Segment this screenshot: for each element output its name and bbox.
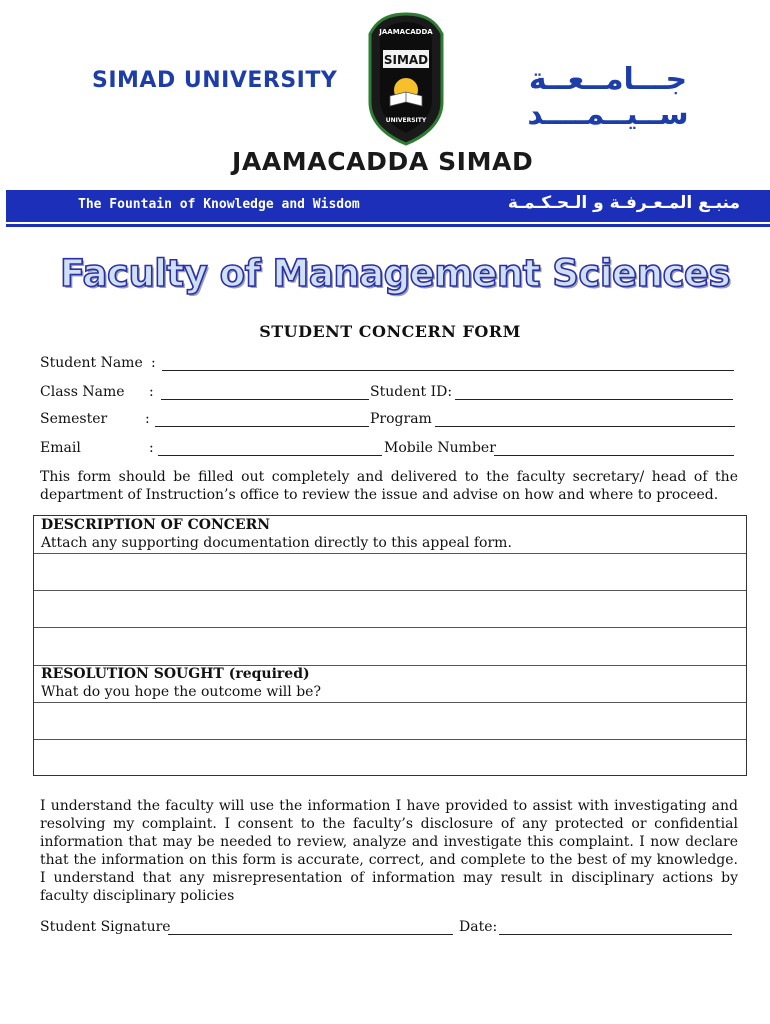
- concern-heading: DESCRIPTION OF CONCERN: [41, 517, 270, 533]
- email-label: Email: [40, 440, 81, 456]
- university-name-ar: جـــامــعــة ســيــمــــد: [527, 62, 689, 132]
- motto-band-underline: [6, 224, 770, 227]
- logo-center-text: SIMAD: [383, 53, 429, 67]
- student-id-label: Student ID:: [370, 384, 453, 400]
- date-field[interactable]: [499, 920, 732, 935]
- email-field[interactable]: [158, 441, 382, 456]
- motto-en: The Fountain of Knowledge and Wisdom: [78, 197, 360, 212]
- resolution-heading: RESOLUTION SOUGHT (required): [41, 666, 310, 682]
- program-label: Program: [370, 411, 432, 427]
- class-name-field[interactable]: [161, 385, 369, 400]
- student-name-field[interactable]: [162, 356, 734, 371]
- student-signature-label: Student Signature: [40, 919, 171, 935]
- concern-box: [33, 515, 747, 776]
- motto-ar: منبـع المـعـرفـة و الـحـكـمـة: [507, 193, 740, 213]
- student-name-label: Student Name: [40, 355, 143, 371]
- concern-subtext: Attach any supporting documentation directly to this appeal form.: [41, 535, 512, 551]
- form-title: STUDENT CONCERN FORM: [259, 322, 521, 341]
- student-id-field[interactable]: [455, 385, 733, 400]
- concern-line-1[interactable]: [34, 554, 746, 590]
- resolution-line-2[interactable]: [34, 740, 746, 776]
- semester-field[interactable]: [155, 412, 369, 427]
- date-label: Date:: [459, 919, 498, 935]
- university-name-so: JAAMACADDA SIMAD: [232, 147, 534, 176]
- logo-top-text: JAAMACADDA: [379, 28, 433, 36]
- colon: :: [151, 355, 156, 371]
- logo-bottom-text: UNIVERSITY: [385, 117, 427, 124]
- colon: :: [149, 384, 154, 400]
- colon: :: [149, 440, 154, 456]
- colon: :: [145, 411, 150, 427]
- mobile-number-field[interactable]: [494, 441, 734, 456]
- faculty-title: Faculty of Management Sciences: [59, 252, 731, 295]
- resolution-subtext: What do you hope the outcome will be?: [41, 684, 321, 700]
- program-field[interactable]: [435, 412, 735, 427]
- university-name-en: SIMAD UNIVERSITY: [92, 68, 338, 93]
- mobile-number-label: Mobile Number: [384, 440, 496, 456]
- student-signature-field[interactable]: [168, 920, 453, 935]
- resolution-line-1[interactable]: [34, 703, 746, 739]
- class-name-label: Class Name: [40, 384, 125, 400]
- semester-label: Semester: [40, 411, 108, 427]
- declaration-paragraph: I understand the faculty will use the information I have provided to assist with investigating and resolving my complaint. I consent to the faculty’s disclosure of any protected or confidential information that may be needed to review, analyze and investigate this complaint. I now declare that the information on this form is accurate, correct, and complete to the best of my knowledge. I understand that any misrepresentation of information may result in disciplinary actions by faculty disciplinary policies: [40, 798, 738, 904]
- concern-line-3[interactable]: [34, 628, 746, 665]
- university-logo: [356, 10, 456, 150]
- concern-line-2[interactable]: [34, 591, 746, 627]
- instructions-paragraph: This form should be filled out completely and delivered to the faculty secretary/ head of the department of Instruction’s office to review the issue and advise on how and where to proceed.: [40, 469, 738, 503]
